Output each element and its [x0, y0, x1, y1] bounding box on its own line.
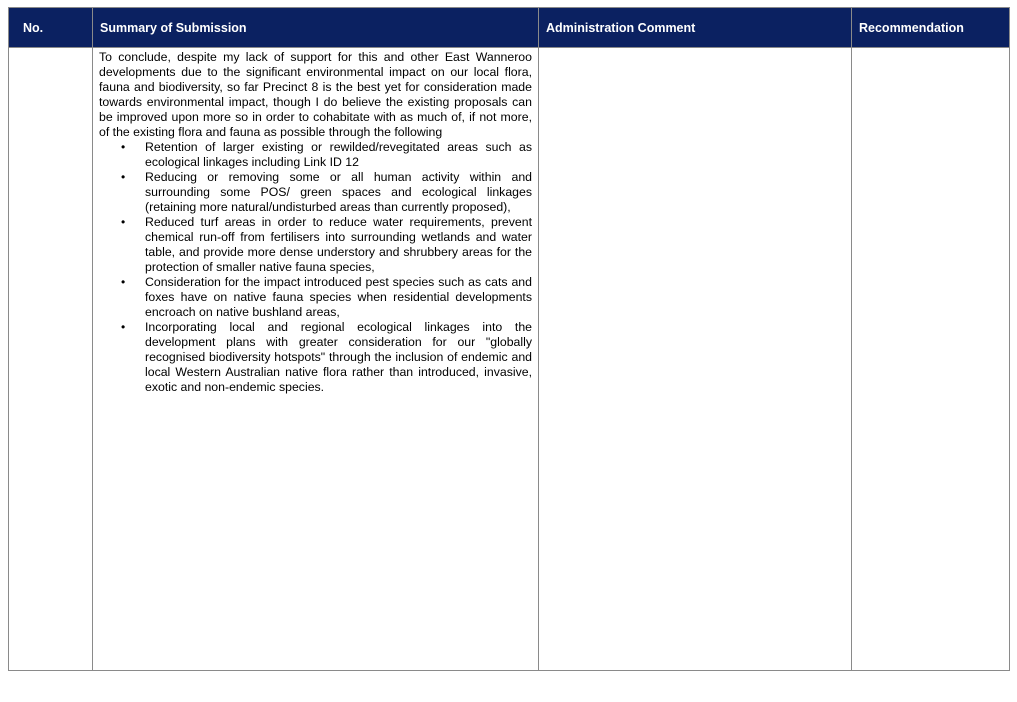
header-summary: Summary of Submission — [93, 8, 539, 48]
list-item-text: Incorporating local and regional ecological linkages into the development plans with greater consideration for our "globally recognised biodiversity hotspots" through the inclusion of endemic and local Western Australian native flora rather than introduced, invasive, exotic and non-endemic species. — [145, 320, 532, 394]
submissions-table — [8, 7, 1010, 671]
table-body — [9, 48, 1010, 671]
table-row — [9, 48, 1010, 671]
list-item-text: Retention of larger existing or rewilded/revegitated areas such as ecological linkages including Link ID 12 — [145, 140, 532, 169]
bullet-icon: • — [121, 140, 126, 154]
recommendation-list — [99, 140, 532, 395]
cell-no — [9, 48, 93, 671]
bullet-icon: • — [121, 215, 126, 229]
list-item — [121, 275, 532, 320]
list-item — [121, 215, 532, 275]
list-item-text: Reduced turf areas in order to reduce water requirements, prevent chemical run-off from fertilisers into surrounding wetlands and water table, and provide more dense understory and shrubbery areas for the protection of smaller native fauna species, — [145, 215, 532, 274]
list-item-text: Reducing or removing some or all human activity within and surrounding some POS/ green spaces and ecological linkages (retaining more natural/undisturbed areas than currently proposed), — [145, 170, 532, 214]
header-row — [9, 8, 1010, 48]
list-item — [121, 320, 532, 395]
header-recommendation: Recommendation — [852, 8, 1010, 48]
cell-admin-comment — [539, 48, 852, 671]
list-item — [121, 170, 532, 215]
header-no: No. — [9, 8, 93, 48]
list-item-text: Consideration for the impact introduced pest species such as cats and foxes have on native fauna species when residential developments encroach on native bushland areas, — [145, 275, 532, 319]
table-header — [9, 8, 1010, 48]
bullet-icon: • — [121, 320, 126, 334]
cell-summary — [93, 48, 539, 671]
summary-intro: To conclude, despite my lack of support for this and other East Wanneroo developments due to the significant environmental impact on our local flora, fauna and biodiversity, so far Precinct 8 is the best yet for consideration made towards environmental impact, though I do believe the existing proposals can be improved upon more so in order to cohabitate with as much of, if not more, of the existing flora and fauna as possible through the following — [99, 50, 532, 139]
bullet-icon: • — [121, 275, 126, 289]
bullet-icon: • — [121, 170, 126, 184]
header-admin-comment: Administration Comment — [539, 8, 852, 48]
list-item — [121, 140, 532, 170]
cell-recommendation — [852, 48, 1010, 671]
